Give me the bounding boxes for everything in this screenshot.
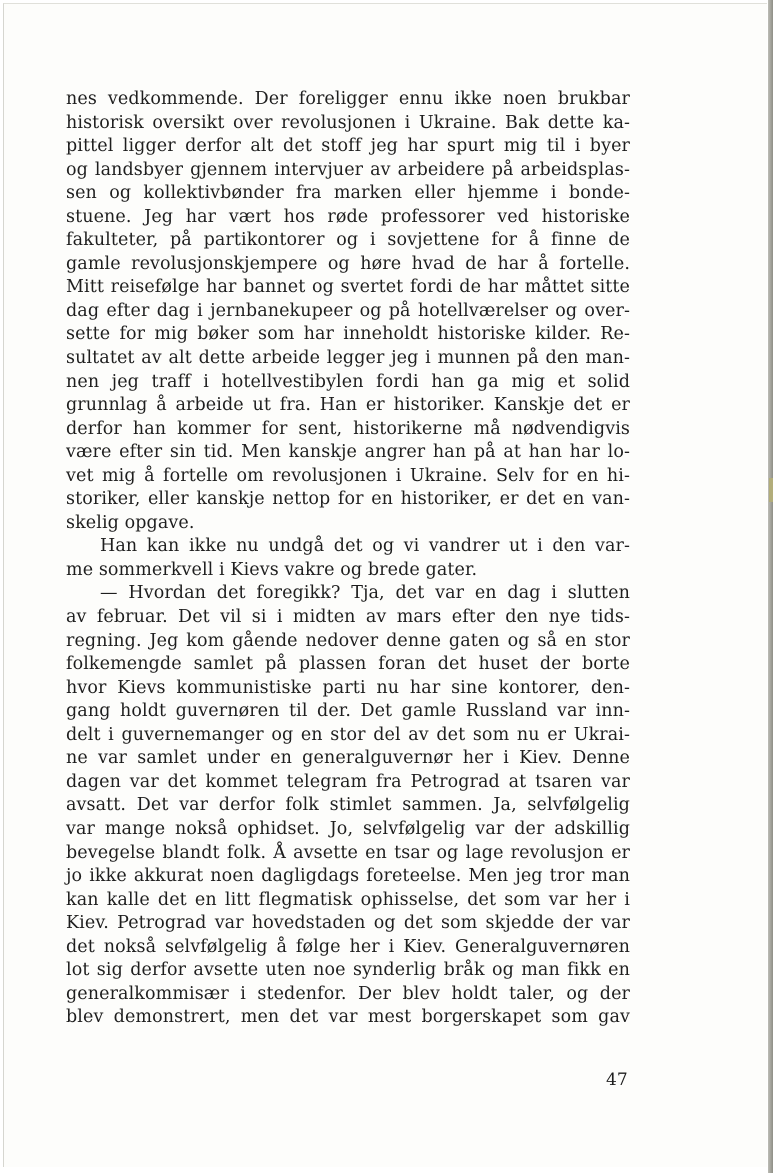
text-line: grunnlag å arbeide ut fra. Han er historiker. Kanskje det er xyxy=(66,395,630,416)
text-line: gang holdt guvernøren til der. Det gamle Russland var inn- xyxy=(66,701,630,722)
text-line: ne var samlet under en generalguvernør her i Kiev. Denne xyxy=(66,748,630,769)
text-line: dagen var det kommet telegram fra Petrograd at tsaren var xyxy=(66,771,630,792)
paragraph-end-line: me sommerkvell i Kievs vakre og brede gater. xyxy=(66,559,478,580)
text-line: sette for mig bøker som har inneholdt historiske kilder. Re- xyxy=(66,324,630,345)
text-line: bevegelse blandt folk. Å avsette en tsar og lage revolusjon er xyxy=(66,842,630,863)
text-line: nen jeg traff i hotellvestibylen fordi han ga mig et solid xyxy=(66,371,630,392)
text-line: og landsbyer gjennem intervjuer av arbeidere på arbeidsplas- xyxy=(66,159,630,180)
text-line: derfor han kommer for sent, historikerne må nødvendigvis xyxy=(66,418,630,439)
text-line: stuene. Jeg har vært hos røde professorer ved historiske xyxy=(66,206,630,227)
text-line: historisk oversikt over revolusjonen i Ukraine. Bak dette ka- xyxy=(66,112,630,133)
page-edge-mark xyxy=(769,478,773,502)
text-line: jo ikke akkurat noen dagligdags foreteelse. Men jeg tror man xyxy=(66,866,630,887)
text-line: være efter sin tid. Men kanskje angrer han på at han har lo- xyxy=(66,442,630,463)
text-line: vet mig å fortelle om revolusjonen i Ukraine. Selv for en hi- xyxy=(66,465,630,486)
text-line: sultatet av alt dette arbeide legger jeg i munnen på den man- xyxy=(66,348,630,369)
text-line: dag efter dag i jernbanekupeer og på hotellværelser og over- xyxy=(66,300,630,321)
text-line: fakulteter, på partikontorer og i sovjettene for å finne de xyxy=(66,230,630,251)
text-line: pittel ligger derfor alt det stoff jeg har spurt mig til i byer xyxy=(66,136,630,157)
text-line: det nokså selvfølgelig å følge her i Kiev. Generalguvernøren xyxy=(66,936,630,957)
paragraph-end-line: skelig opgave. xyxy=(66,512,195,533)
text-line: Mitt reisefølge har bannet og svertet fordi de har måttet sitte xyxy=(66,277,630,298)
page-edge xyxy=(768,0,773,1173)
text-line: nes vedkommende. Der foreligger ennu ikke noen brukbar xyxy=(66,89,630,109)
paragraph-start-line: Han kan ikke nu undgå det og vi vandrer ut i den var- xyxy=(100,536,630,557)
text-line: var mange nokså ophidset. Jo, selvfølgelig var der adskillig xyxy=(66,818,630,839)
text-line: gamle revolusjonskjempere og høre hvad de har å fortelle. xyxy=(66,253,630,274)
text-line: storiker, eller kanskje nettop for en historiker, er det en van- xyxy=(66,489,630,510)
body-text xyxy=(66,88,630,1030)
paragraph-start-line: — Hvordan det foregikk? Tja, det var en dag i slutten xyxy=(100,583,630,604)
page-number: 47 xyxy=(606,1070,628,1090)
text-line: sen og kollektivbønder fra marken eller hjemme i bonde- xyxy=(66,183,630,204)
text-line: Kiev. Petrograd var hovedstaden og det som skjedde der var xyxy=(66,913,630,934)
text-line: av februar. Det vil si i midten av mars efter den nye tids- xyxy=(66,607,630,628)
text-line: folkemengde samlet på plassen foran det huset der borte xyxy=(66,654,630,675)
text-line: hvor Kievs kommunistiske parti nu har sine kontorer, den- xyxy=(66,677,630,698)
text-line: avsatt. Det var derfor folk stimlet sammen. Ja, selvfølgelig xyxy=(66,795,630,816)
text-line: lot sig derfor avsette uten noe synderlig bråk og man fikk en xyxy=(66,960,630,981)
text-line: delt i guvernemanger og en stor del av det som nu er Ukrai- xyxy=(66,724,630,745)
text-line: generalkommisær i stedenfor. Der blev holdt taler, og der xyxy=(66,983,630,1004)
text-line: kan kalle det en litt flegmatisk ophisselse, det som var her i xyxy=(66,889,630,910)
text-line: regning. Jeg kom gående nedover denne gaten og så en stor xyxy=(66,630,630,651)
text-line: blev demonstrert, men det var mest borgerskapet som gav xyxy=(66,1007,630,1028)
